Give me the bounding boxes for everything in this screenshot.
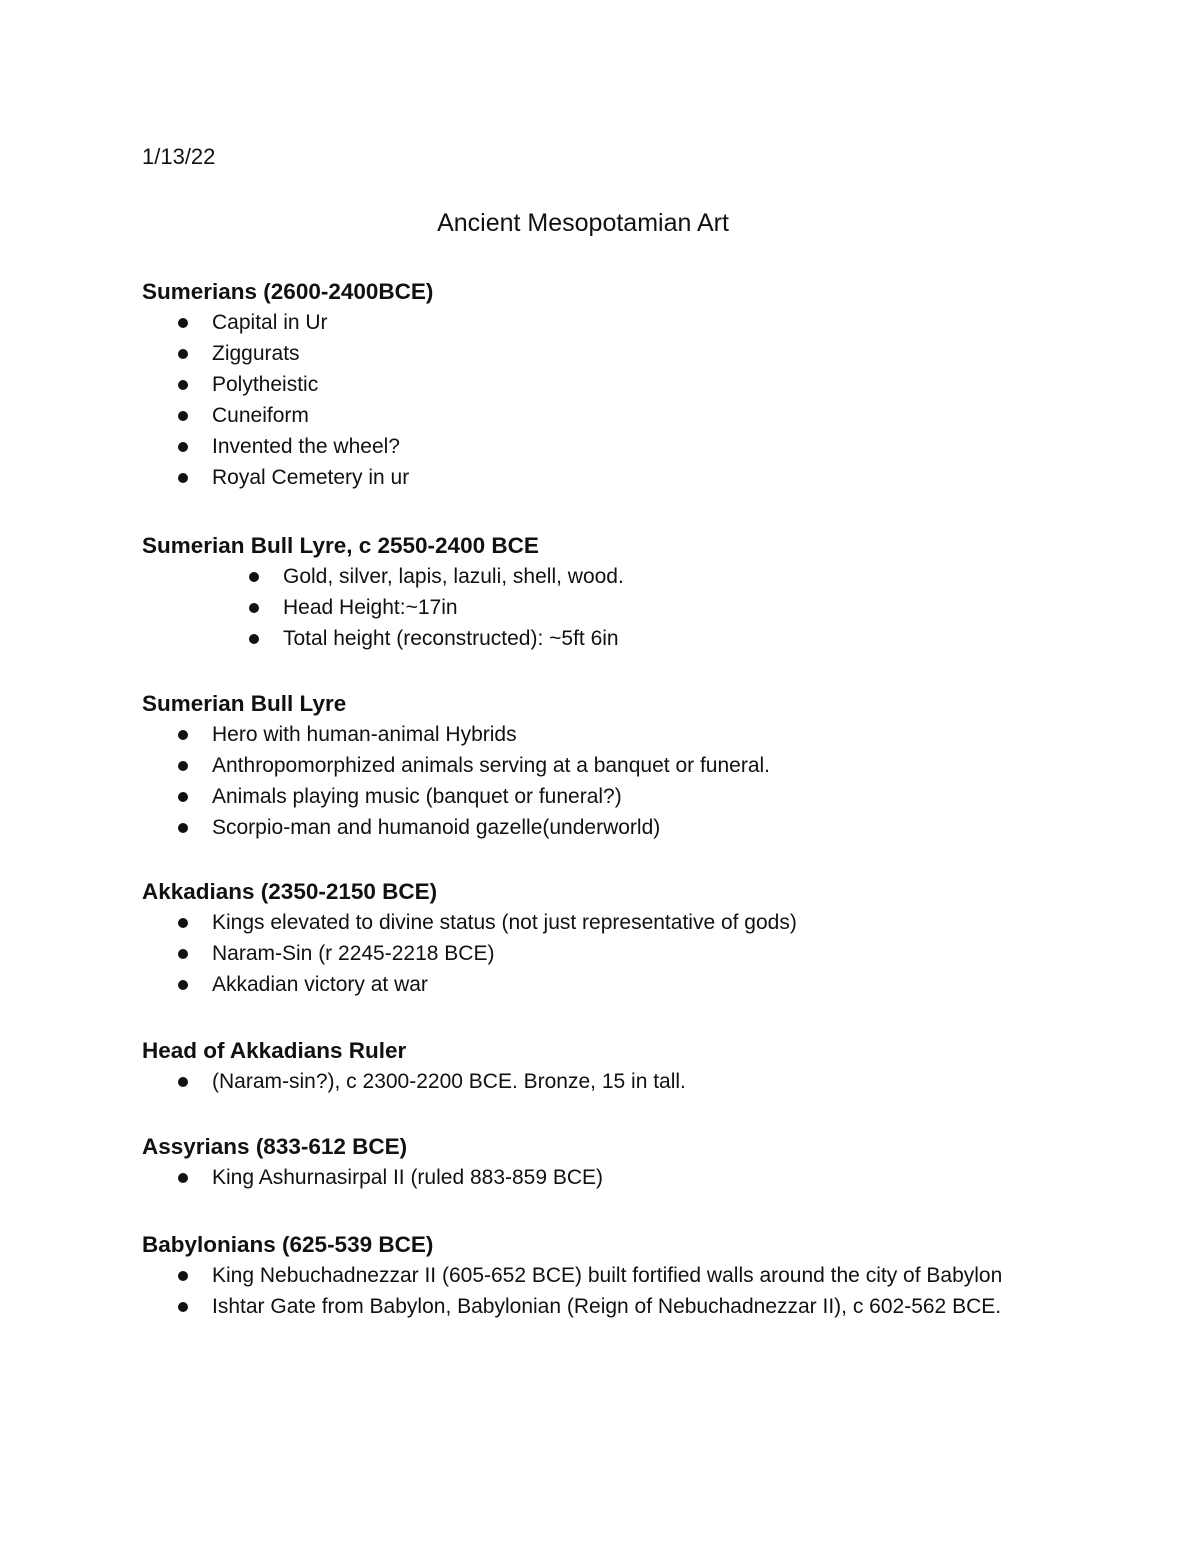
list-item: Head Height:~17in: [142, 592, 1082, 623]
list-item: Hero with human-animal Hybrids: [142, 719, 1082, 750]
bullet-icon: [178, 1271, 188, 1281]
document-date: 1/13/22: [142, 144, 216, 169]
list-item: Anthropomorphized animals serving at a banquet or funeral.: [142, 750, 1082, 781]
bullet-list: [142, 1260, 1082, 1322]
bullet-icon: [178, 380, 188, 390]
list-item: Kings elevated to divine status (not just representative of gods): [142, 907, 1082, 938]
list-item: Polytheistic: [142, 369, 1082, 400]
list-item: Invented the wheel?: [142, 431, 1082, 462]
bullet-list: [142, 307, 1082, 493]
bullet-icon: [178, 1173, 188, 1183]
bullet-icon: [178, 1077, 188, 1087]
bullet-icon: [178, 349, 188, 359]
bullet-list: [142, 561, 1082, 654]
list-item: Gold, silver, lapis, lazuli, shell, wood.: [142, 561, 1082, 592]
list-item: Animals playing music (banquet or funeral?): [142, 781, 1082, 812]
list-item: King Nebuchadnezzar II (605-652 BCE) built fortified walls around the city of Babylon: [142, 1260, 1082, 1291]
bullet-icon: [178, 949, 188, 959]
list-item: Ishtar Gate from Babylon, Babylonian (Reign of Nebuchadnezzar II), c 602-562 BCE.: [142, 1291, 1082, 1322]
bullet-icon: [178, 918, 188, 928]
bullet-icon: [178, 442, 188, 452]
bullet-icon: [178, 1302, 188, 1312]
bullet-icon: [178, 980, 188, 990]
section-head-of-akkadian-ruler: [142, 1035, 1082, 1097]
bullet-icon: [249, 572, 259, 582]
bullet-list: [142, 1066, 1082, 1097]
section-heading: Akkadians (2350-2150 BCE): [142, 879, 438, 904]
bullet-list: [142, 907, 1082, 1000]
bullet-icon: [178, 761, 188, 771]
bullet-icon: [178, 792, 188, 802]
section-sumerians: [142, 276, 1082, 493]
bullet-list: [142, 719, 1082, 843]
section-heading: Babylonians (625-539 BCE): [142, 1232, 434, 1257]
list-item: King Ashurnasirpal II (ruled 883-859 BCE): [142, 1162, 1082, 1193]
list-item: Ziggurats: [142, 338, 1082, 369]
list-item: Capital in Ur: [142, 307, 1082, 338]
section-heading: Assyrians (833-612 BCE): [142, 1134, 408, 1159]
bullet-icon: [178, 823, 188, 833]
list-item: Naram-Sin (r 2245-2218 BCE): [142, 938, 1082, 969]
document-title: Ancient Mesopotamian Art: [437, 209, 729, 237]
list-item: Scorpio-man and humanoid gazelle(underworld): [142, 812, 1082, 843]
bullet-icon: [249, 634, 259, 644]
list-item: Royal Cemetery in ur: [142, 462, 1082, 493]
section-akkadians: [142, 876, 1082, 1000]
list-item: Akkadian victory at war: [142, 969, 1082, 1000]
bullet-list: [142, 1162, 1082, 1193]
section-heading: Sumerian Bull Lyre: [142, 691, 347, 716]
bullet-icon: [178, 411, 188, 421]
bullet-icon: [178, 473, 188, 483]
bullet-icon: [178, 730, 188, 740]
section-babylonians: [142, 1229, 1082, 1322]
list-item: (Naram-sin?), c 2300-2200 BCE. Bronze, 15 in tall.: [142, 1066, 1082, 1097]
section-bull-lyre-imagery: [142, 688, 1082, 843]
list-item: Cuneiform: [142, 400, 1082, 431]
section-heading: Head of Akkadians Ruler: [142, 1038, 407, 1063]
bullet-icon: [178, 318, 188, 328]
bullet-icon: [249, 603, 259, 613]
list-item: Total height (reconstructed): ~5ft 6in: [142, 623, 1082, 654]
section-bull-lyre-materials: [142, 530, 1082, 654]
section-assyrians: [142, 1131, 1082, 1193]
section-heading: Sumerians (2600-2400BCE): [142, 279, 434, 304]
section-heading: Sumerian Bull Lyre, c 2550-2400 BCE: [142, 533, 539, 558]
